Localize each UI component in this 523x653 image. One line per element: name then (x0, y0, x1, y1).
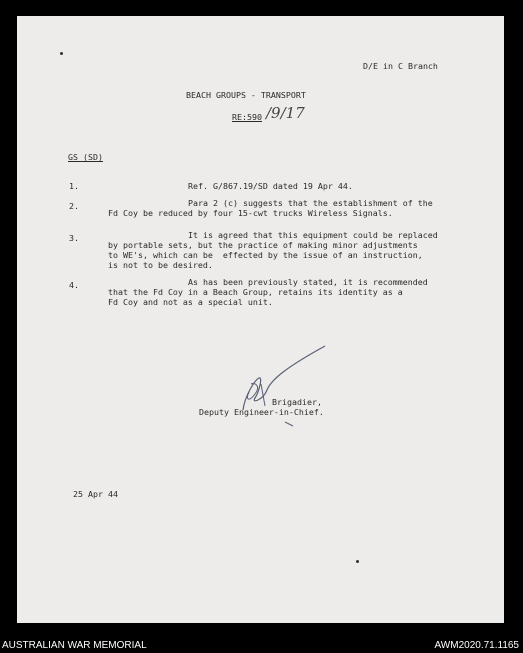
paragraph-4-line-2: that the Fd Coy in a Beach Group, retains its identity as a (108, 287, 403, 297)
paragraph-4-line-1: As has been previously stated, it is recommended (188, 277, 428, 287)
paper-mark (356, 560, 359, 563)
paragraph-3-number: 3. (69, 233, 79, 243)
signature-rank: Brigadier, (272, 397, 322, 407)
paragraph-3-line-1: It is agreed that this equipment could be replaced (188, 230, 438, 240)
addressee: GS (SD) (68, 152, 103, 162)
footer-right: AWM2020.71.1165 (434, 640, 519, 651)
paragraph-4-number: 4. (69, 280, 79, 290)
document-date: 25 Apr 44 (73, 489, 118, 499)
paragraph-1-line-1: Ref. G/867.19/SD dated 19 Apr 44. (188, 181, 353, 191)
paragraph-2-line-1: Para 2 (c) suggests that the establishment of the (188, 198, 433, 208)
paragraph-3-line-4: is not to be desired. (108, 260, 213, 270)
document-page (17, 16, 504, 623)
paragraph-2-line-2: Fd Coy be reduced by four 15-cwt trucks Wireless Signals. (108, 208, 393, 218)
reference-handwritten: /9/17 (266, 104, 305, 122)
document-title: BEACH GROUPS - TRANSPORT (186, 90, 306, 100)
paragraph-1-number: 1. (69, 181, 79, 191)
paper-mark (60, 52, 63, 55)
signature-title: Deputy Engineer-in-Chief. (199, 407, 324, 417)
paragraph-4-line-3: Fd Coy and not as a special unit. (108, 297, 273, 307)
reference-number: RE:590 (232, 112, 262, 122)
footer-left: AUSTRALIAN WAR MEMORIAL (2, 640, 147, 651)
paragraph-3-line-3: to WE's, which can be effected by the issue of an instruction, (108, 250, 423, 260)
paragraph-2-number: 2. (69, 201, 79, 211)
to-line: D/E in C Branch (363, 61, 438, 71)
paragraph-3-line-2: by portable sets, but the practice of making minor adjustments (108, 240, 418, 250)
